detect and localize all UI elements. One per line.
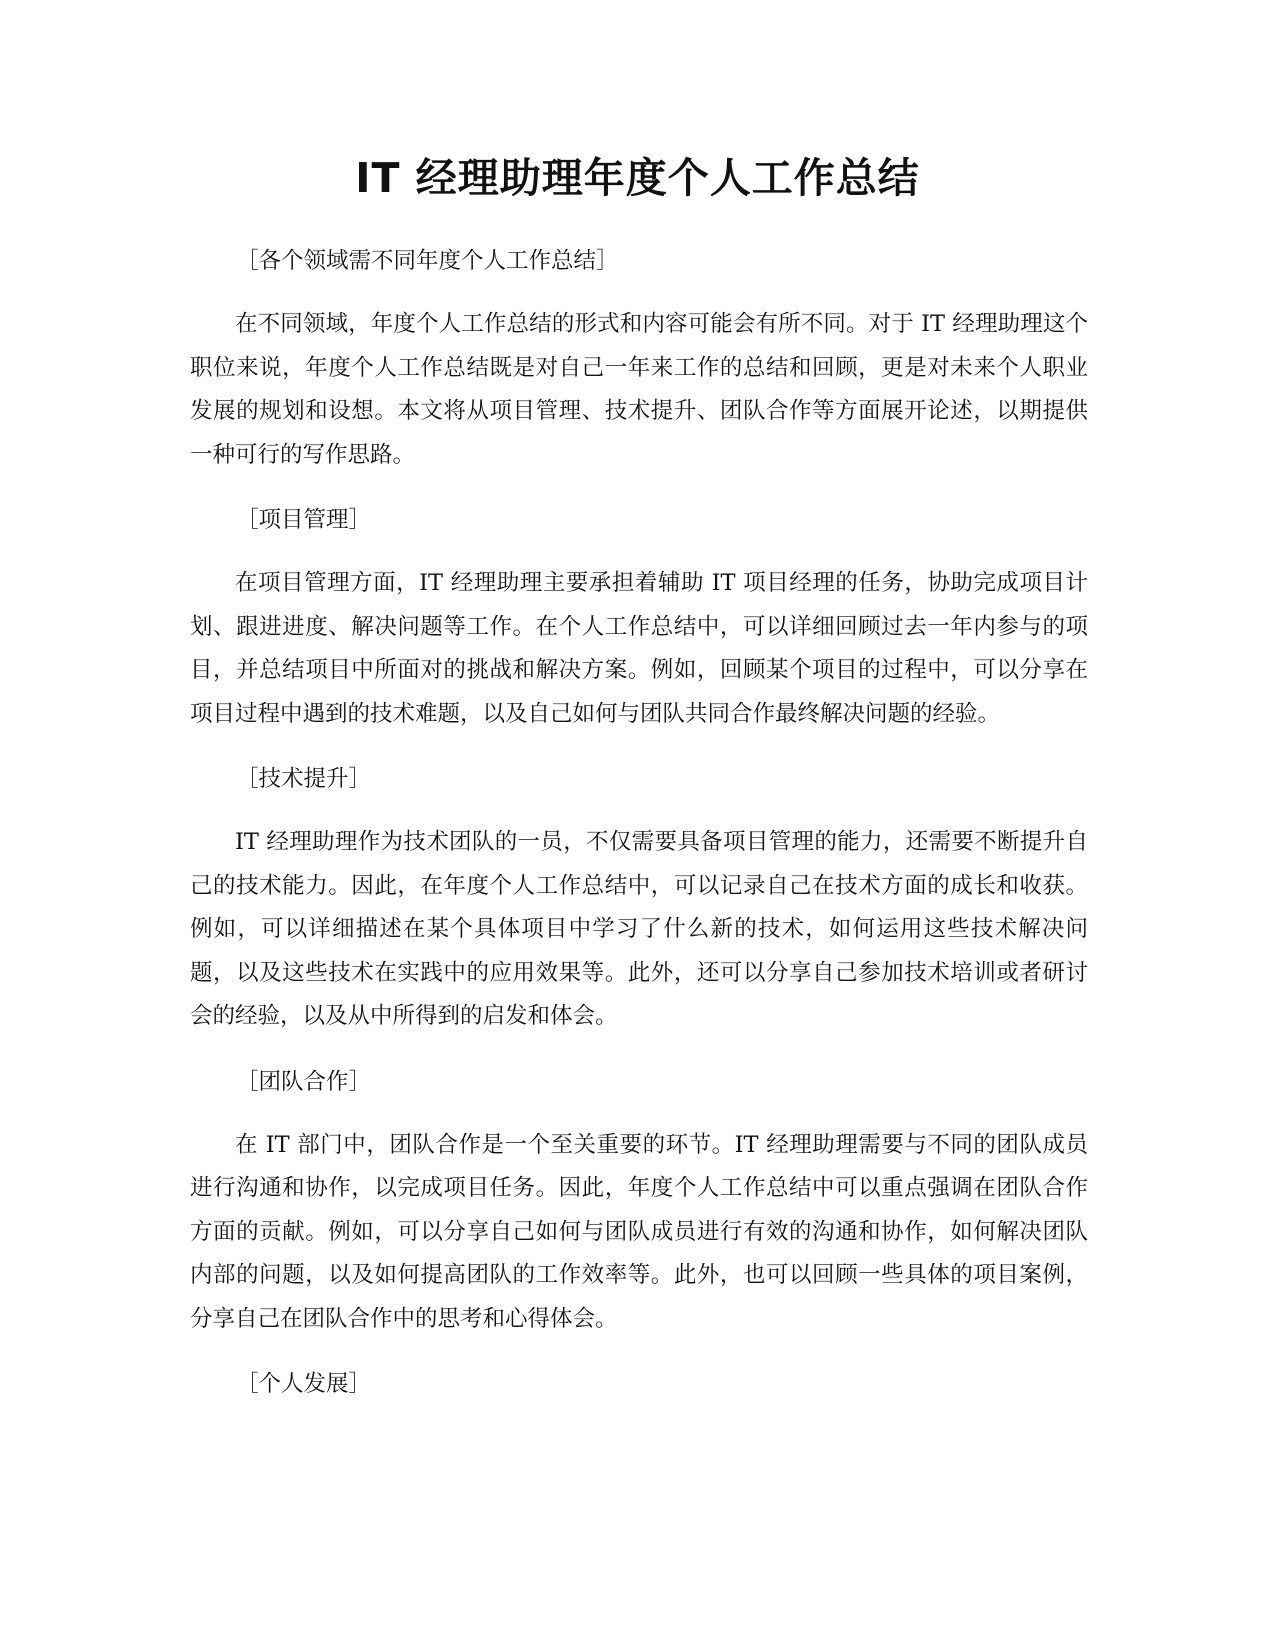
document-title: IT 经理助理年度个人工作总结 [355, 154, 920, 202]
spacer [190, 477, 1088, 499]
spacer [190, 1039, 1088, 1061]
spacer [190, 541, 1088, 562]
paragraph-overview: 在不同领域，年度个人工作总结的形式和内容可能会有所不同。对于 IT 经理助理这个职位来说，年度个人工作总结既是对自己一年来工作的总结和回顾，更是对未来个人职业发展的规划和设想。本文将从项目管理、技术提升、团队合作等方面展开论述，以期提供一种可行的写作思路。 [190, 311, 1088, 468]
section-heading-tech-improvement: ［技术提升］ [236, 766, 372, 792]
section-heading-project-management: ［项目管理］ [236, 507, 372, 533]
paragraph-tech-improvement: IT 经理助理作为技术团队的一员，不仅需要具备项目管理的能力，还需要不断提升自己的技术能力。因此，在年度个人工作总结中，可以记录自己在技术方面的成长和收获。例如，可以详细描述在某个具体项目中学习了什么新的技术，如何运用这些技术解决问题，以及这些技术在实践中的应用效果等。此外，还可以分享自己参加技术培训或者研讨会的经验，以及从中所得到的启发和体会。 [190, 829, 1088, 1029]
section-heading-teamwork: ［团队合作］ [236, 1068, 372, 1095]
spacer [190, 736, 1088, 758]
spacer [190, 800, 1088, 821]
spacer [190, 282, 1088, 303]
paragraph-project-management: 在项目管理方面，IT 经理助理主要承担着辅助 IT 项目经理的任务，协助完成项目计划、跟进进度、解决问题等工作。在个人工作总结中，可以详细回顾过去一年内参与的项目，并总结项目中所面对的挑战和解决方案。例如，回顾某个项目的过程中，可以分享在项目过程中遇到的技术难题，以及自己如何与团队共同合作最终解决问题的经验。 [190, 570, 1088, 727]
spacer [190, 1103, 1088, 1124]
section-heading-personal-development: ［个人发展］ [236, 1371, 372, 1397]
spacer [190, 1341, 1088, 1363]
paragraph-teamwork: 在 IT 部门中，团队合作是一个至关重要的环节。IT 经理助理需要与不同的团队成员进行沟通和协作，以完成项目任务。因此，年度个人工作总结中可以重点强调在团队合作方面的贡献。例如，可以分享自己如何与团队成员进行有效的沟通和协作，如何解决团队内部的问题，以及如何提高团队的工作效率等。此外，也可以回顾一些具体的项目案例，分享自己在团队合作中的思考和心得体会。 [190, 1131, 1088, 1332]
document-body [190, 240, 1088, 1405]
section-heading-overview: ［各个领域需不同年度个人工作总结］ [236, 248, 619, 274]
